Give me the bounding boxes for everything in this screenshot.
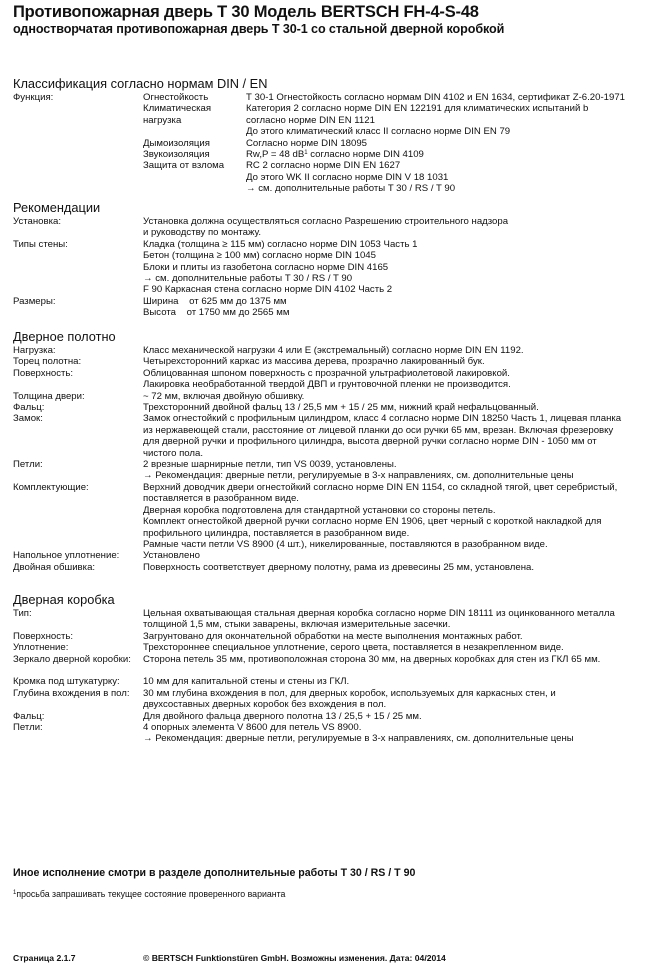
- recommendations-rows: [13, 216, 643, 319]
- row-label: Комплектующие:: [13, 481, 89, 493]
- classification-item: [143, 138, 643, 149]
- footnote-marker: 1: [13, 890, 17, 896]
- row-label: Тип:: [13, 608, 32, 619]
- document-title: Противопожарная дверь T 30 Модель BERTSCH FH-4-S-48: [13, 3, 479, 21]
- value-line: Четырехсторонний каркас из массива дерева, прозрачно лакированный бук.: [143, 356, 485, 368]
- value-line: Замок огнестойкий с профильным цилиндром, класс 4 согласно норме DIN 18250 Часть 1, лицевая планка: [143, 413, 622, 425]
- row-value: [143, 391, 643, 402]
- row-label: Типы стены:: [13, 238, 68, 250]
- value-line: 10 мм для капитальной стены и стены из ГКЛ.: [143, 676, 350, 688]
- spec-row: [13, 562, 643, 573]
- row-value: [143, 402, 643, 413]
- document-subtitle: одностворчатая противопожарная дверь Т 30-1 со стальной дверной коробкой: [13, 22, 505, 36]
- row-label: Кромка под штукатурку:: [13, 676, 120, 688]
- door-frame-rows: [13, 608, 643, 745]
- value-line: профильного цилиндра, поставляется в разобранном виде.: [143, 527, 410, 539]
- row-label: Фальц:: [13, 710, 45, 722]
- spec-row: [13, 711, 643, 722]
- value-line: Блоки и плиты из газобетона согласно норме DIN 4165: [143, 261, 389, 273]
- page-number: Страница 2.1.7: [13, 953, 76, 963]
- row-label: Замок:: [13, 413, 43, 425]
- value-line: Класс механической нагрузки 4 или E (экстремальный) согласно норме DIN EN 1192.: [143, 345, 524, 356]
- spec-row: [13, 413, 643, 459]
- value-line: Кладка (толщина ≥ 115 мм) согласно норме DIN 1053 Часть 1: [143, 238, 418, 250]
- footnote-marker: 1: [304, 150, 308, 157]
- value-line: 2 врезные шарнирные петли, тип VS 0039, установлены.: [143, 459, 397, 471]
- row-label: Поверхность:: [13, 367, 74, 379]
- row-label: Нагрузка:: [13, 345, 56, 356]
- row-value: [143, 688, 643, 711]
- value-line: Комплект огнестойкой дверной ручки согласно норме EN 1906, цвет черный с короткой накладкой для: [143, 516, 602, 528]
- spec-row: [13, 356, 643, 367]
- value-line: Установлено: [143, 550, 200, 562]
- classification-item: [143, 149, 643, 160]
- spec-row: [13, 459, 643, 482]
- value-line: Трехстороннее специальное уплотнение, серого цвета, поставляется в незакрепленном виде.: [143, 642, 564, 654]
- section-heading: Дверное полотно: [13, 329, 116, 344]
- value-line: [143, 665, 643, 676]
- item-value: До этого WK II согласно норме DIN V 18 1031: [246, 171, 449, 183]
- row-value: [143, 413, 643, 459]
- value-line: Для двойного фальца дверного полотна 13 / 25,5 + 15 / 25 мм.: [143, 710, 422, 722]
- classification-row: [13, 92, 643, 195]
- section-heading: Классификация согласно нормам DIN / EN: [13, 76, 268, 91]
- door-leaf-rows: [13, 345, 643, 573]
- spec-row: [13, 608, 643, 631]
- spec-row: [13, 216, 643, 239]
- item-value: RC 2 согласно норме DIN EN 1627: [246, 160, 401, 172]
- value-line: → см. дополнительные работы T 30 / RS / T 90: [143, 273, 353, 285]
- spec-row: [13, 676, 643, 687]
- spec-row: [13, 722, 643, 745]
- value-line: Цельная охватывающая стальная дверная коробка согласно норме DIN 18111 из оцинкованного металла: [143, 608, 615, 619]
- other-version-note: Иное исполнение смотри в разделе дополнительные работы T 30 / RS / T 90: [13, 867, 416, 879]
- value-line: двухсоставных дверных коробок без вхождения в пол.: [143, 699, 387, 711]
- item-label: Огнестойкость: [143, 92, 209, 103]
- row-value: [143, 356, 643, 367]
- item-value: Согласно норме DIN 18095: [246, 137, 368, 149]
- row-label: Петли:: [13, 722, 43, 734]
- value-line: Трехсторонний двойной фальц 13 / 25,5 мм + 15 / 25 мм, нижний край нефальцованный.: [143, 402, 539, 414]
- value-line: Рамные части петли VS 8900 (4 шт.), никелированные, поставляются в разобранном виде.: [143, 538, 548, 550]
- section-classification: [13, 77, 643, 195]
- row-value: [143, 711, 643, 722]
- row-label: Функция:: [13, 92, 54, 103]
- row-value: [143, 345, 643, 356]
- row-label: Установка:: [13, 216, 62, 227]
- row-value: [143, 608, 643, 631]
- row-label: Зеркало дверной коробки:: [13, 653, 131, 665]
- value-line: Ширина от 625 мм до 1375 мм: [143, 295, 287, 307]
- spec-row: [13, 391, 643, 402]
- row-value: [143, 722, 643, 745]
- value-line: Загрунтовано для окончательной обработки на месте выполнения монтажных работ.: [143, 630, 523, 642]
- row-value: [143, 216, 643, 239]
- item-label: Климатическая: [143, 103, 212, 115]
- value-line: чистого пола.: [143, 447, 203, 459]
- row-value: [143, 676, 643, 687]
- item-value: согласно норме DIN EN 1121: [246, 114, 375, 126]
- spec-row: [13, 296, 643, 319]
- classification-items: [143, 92, 643, 195]
- row-label: Поверхность:: [13, 630, 74, 642]
- section-door-frame: [13, 593, 643, 745]
- value-line: Дверная коробка подготовлена для стандартной установки со стороны петель.: [143, 504, 496, 516]
- spec-row: [13, 654, 643, 677]
- spec-row: [13, 345, 643, 356]
- row-label: Фальц:: [13, 402, 45, 414]
- row-label: Петли:: [13, 459, 43, 471]
- item-value: До этого климатический класс II согласно норме DIN EN 79: [246, 126, 511, 138]
- footnote-text: просьба запрашивать текущее состояние проверенного варианта: [16, 889, 286, 899]
- spec-row: [13, 402, 643, 413]
- spec-row: [13, 482, 643, 550]
- section-heading: Дверная коробка: [13, 592, 115, 607]
- item-value: Категория 2 согласно норме DIN EN 122191 для климатических испытаний b: [246, 103, 589, 115]
- value-line: → Рекомендация: дверные петли, регулируемые в 3-х направлениях, см. дополнительные цены: [143, 470, 574, 482]
- item-label: Дымоизоляция: [143, 137, 210, 149]
- footnote: [13, 889, 285, 899]
- row-value: [143, 562, 643, 573]
- row-value: [143, 239, 643, 296]
- classification-item: [143, 92, 643, 103]
- sound-norm: согласно норме DIN 4109: [307, 149, 424, 161]
- spec-row: [13, 631, 643, 642]
- spec-row: [13, 368, 643, 391]
- row-label: Напольное уплотнение:: [13, 550, 120, 562]
- value-line: толщиной 1,5 мм, стыки заварены, включая измерительные засечки.: [143, 619, 451, 631]
- value-line: Установка должна осуществляться согласно Разрешению строительного надзора: [143, 216, 509, 227]
- value-line: Сторона петель 35 мм, противоположная сторона 30 мм, на дверных коробках для стен из ГКЛ 65 мм.: [143, 653, 601, 665]
- value-line: Высота от 1750 мм до 2565 мм: [143, 307, 290, 319]
- row-label: Размеры:: [13, 295, 56, 307]
- item-label: нагрузка: [143, 114, 182, 126]
- value-line: Лакировка необработанной твердой ДВП и грунтовочной пленки не производится.: [143, 379, 511, 391]
- row-label: Двойная обшивка:: [13, 561, 96, 573]
- value-line: Поверхность соответствует дверному полотну, рама из древесины 25 мм, установлена.: [143, 561, 535, 573]
- row-label: Глубина вхождения в пол:: [13, 687, 130, 699]
- value-line: Верхний доводчик двери огнестойкий согласно норме DIN EN 1154, со складной тягой, цвет серебристый,: [143, 481, 618, 493]
- value-line: ~ 72 мм, включая двойную обшивку.: [143, 390, 305, 402]
- spec-row: [13, 642, 643, 653]
- classification-item: [143, 103, 643, 137]
- spec-row: [13, 550, 643, 561]
- section-door-leaf: [13, 330, 643, 573]
- row-value: [143, 631, 643, 642]
- row-value: [143, 550, 643, 561]
- row-label: Уплотнение:: [13, 642, 69, 654]
- row-value: [143, 642, 643, 653]
- row-value: [143, 459, 643, 482]
- section-recommendations: [13, 201, 643, 319]
- spec-row: [13, 688, 643, 711]
- item-value: [246, 149, 643, 160]
- item-value: Т 30-1 Огнестойкость согласно нормам DIN 4102 и EN 1634, сертификат Z-6.20-1971: [246, 92, 625, 103]
- value-line: поставляется в разобранном виде.: [143, 493, 299, 505]
- value-line: и руководству по монтажу.: [143, 227, 262, 239]
- row-label: Торец полотна:: [13, 356, 82, 368]
- spec-row: [13, 239, 643, 296]
- value-line: для дверной ручки и профильного цилиндра, высота дверной ручки согласно норме DIN - 1050 мм от: [143, 436, 597, 448]
- classification-item: [143, 160, 643, 194]
- item-value: → см. дополнительные работы T 30 / RS / T 90: [246, 183, 456, 195]
- value-line: 4 опорных элемента V 8600 для петель VS 8900.: [143, 722, 362, 734]
- row-value: [143, 482, 643, 550]
- sound-value: Rw,P = 48 dB: [246, 149, 305, 161]
- value-line: Облицованная шпоном поверхность с прозрачной ультрафиолетовой лакировкой.: [143, 367, 510, 379]
- row-value: [143, 654, 643, 677]
- copyright: © BERTSCH Funktionstüren GmbH. Возможны изменения. Дата: 04/2014: [143, 953, 446, 963]
- value-line: 30 мм глубина вхождения в пол, для дверных коробок, используемых для каркасных стен, и: [143, 687, 556, 699]
- value-line: F 90 Каркасная стена согласно норме DIN 4102 Часть 2: [143, 284, 393, 296]
- section-heading: Рекомендации: [13, 200, 101, 215]
- row-label: Толщина двери:: [13, 390, 85, 402]
- item-label: Защита от взлома: [143, 160, 225, 172]
- row-value: [143, 368, 643, 391]
- value-line: из нержавеющей стали, расстояние от лицевой планки до оси ручки 65 мм, врезан. Включая фрезеровку: [143, 424, 614, 436]
- value-line: Бетон (толщина ≥ 100 мм) согласно норме DIN 1045: [143, 250, 376, 262]
- row-value: [143, 296, 643, 319]
- item-label: Звукоизоляция: [143, 149, 210, 161]
- value-line: → Рекомендация: дверные петли, регулируемые в 3-х направлениях, см. дополнительные цены: [143, 733, 574, 745]
